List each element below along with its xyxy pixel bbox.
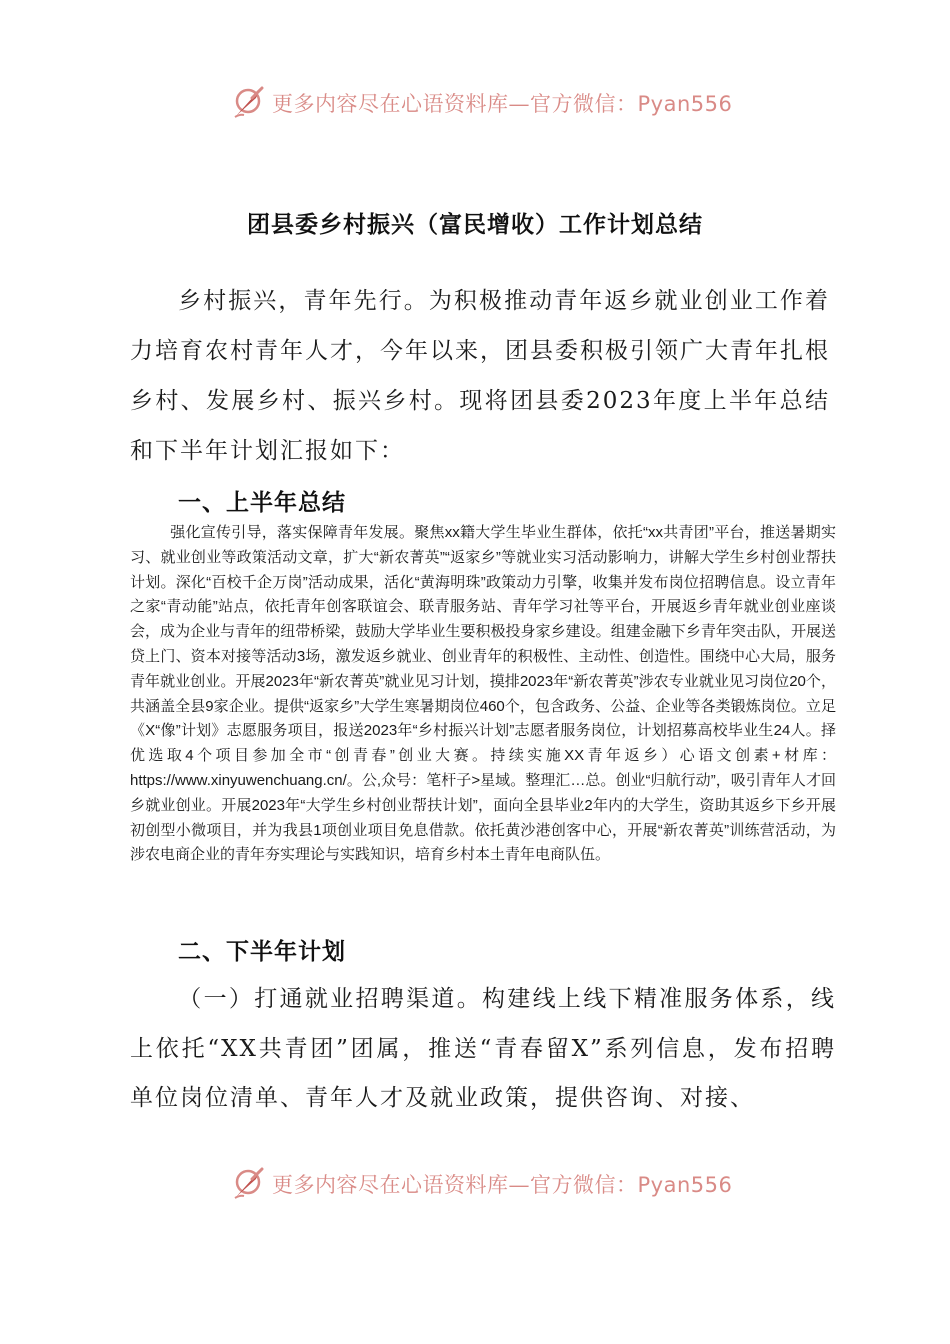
watermark-text: 更多内容尽在心语资料库—官方微信：: [272, 92, 638, 116]
watermark-wechat-id: Pyan556: [637, 92, 733, 116]
pen-logo-icon: [232, 84, 268, 120]
section1-paragraph: [130, 521, 836, 868]
document-title: 团县委乡村振兴（富民增收）工作计划总结: [247, 212, 703, 238]
pen-logo-icon: [232, 1165, 268, 1201]
section2-paragraph: [130, 975, 836, 1124]
section2-heading: 二、下半年计划: [178, 939, 346, 965]
watermark-text: 更多内容尽在心语资料库—官方微信：: [272, 1173, 638, 1197]
section1-heading: 一、上半年总结: [178, 490, 346, 516]
watermark-wechat-id: Pyan556: [637, 1173, 733, 1197]
section1-text: 强化宣传引导，落实保障青年发展。聚焦xx籍大学生毕业生群体，依托“xx共青团”平台，推送暑期实习、就业创业等政策活动文章，扩大“新农菁英”“返家乡”等就业实习活动影响力，讲解大学生乡村创业帮扶计划。深化“百校千企万岗”活动成果，活化“黄海明珠”政策动力引擎，收集并发布岗位招聘信息。设立青年之家“青动能”站点，依托青年创客联谊会、联青服务站、青年学习社等平台，开展返乡青年就业创业座谈会，成为企业与青年的纽带桥梁，鼓励大学毕业生要积极投身家乡建设。组建金融下乡青年突击队，开展送贷上门、资本对接等活动3场，激发返乡就业、创业青年的积极性、主动性、创造性。围绕中心大局，服务青年就业创业。开展2023年“新农菁英”就业见习计划，摸排2023年“新农菁英”涉农专业就业见习岗位20个，共涵盖全县9家企业。提供“返家乡”大学生寒暑期岗位460个，包含政务、公益、企业等各类锻炼岗位。立足《X“像”计划》志愿服务项目，报送2023年“乡村振兴计划”志愿者服务岗位，计划招募高校毕业生24人。择优选取4个项目参加全市“创青春”创业大赛。持续实施XX青年返乡）心语文创素+材库：https://www.xinyuwenchuang.cn/。公,众号：笔杆子>星域。整理汇…总。创业“归航行动”，吸引青年人才回乡就业创业。开展2023年“大学生乡村创业帮扶计划”，面向全县毕业2年内的大学生，资助其返乡下乡开展初创型小微项目，并为我县1项创业项目免息借款。依托黄沙港创客中心，开展“新农菁英”训练营活动，为涉农电商企业的青年夯实理论与实践知识，培育乡村本土青年电商队伍。: [130, 524, 836, 864]
section2-text: （一）打通就业招聘渠道。构建线上线下精准服务体系，线上依托“XX共青团”团属，推送“青春留X”系列信息，发布招聘单位岗位清单、青年人才及就业政策，提供咨询、对接、: [130, 986, 836, 1111]
intro-paragraph: [130, 276, 830, 476]
header-watermark: [0, 82, 950, 122]
intro-text: 乡村振兴，青年先行。为积极推动青年返乡就业创业工作着力培育农村青年人才，今年以来，团县委积极引领广大青年扎根乡村、发展乡村、振兴乡村。现将团县委2023年度上半年总结和下半年计划汇报如下：: [130, 288, 830, 464]
footer-watermark: [0, 1163, 950, 1203]
